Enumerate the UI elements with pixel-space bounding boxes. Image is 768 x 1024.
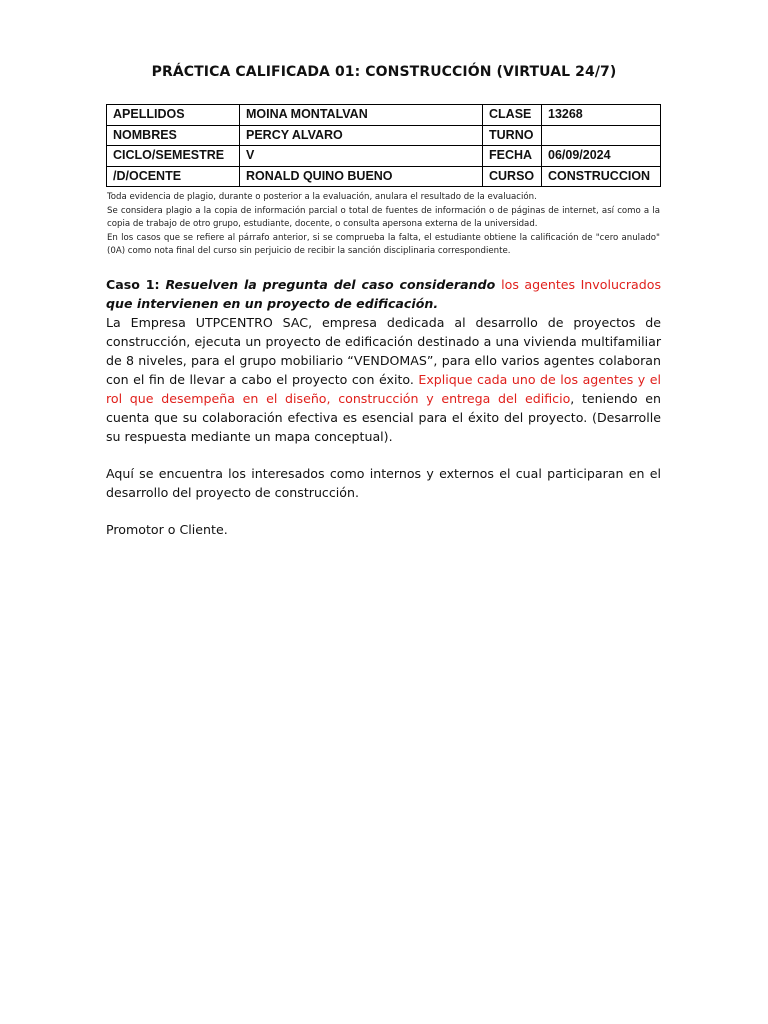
notice-line: En los casos que se refiere al párrafo anterior, si se comprueba la falta, el estudiante obtiene la calificación de "cero anulado" (0A) como nota final del curso sin perjuicio de recibir la sanción disciplinaria correspondiente.: [107, 232, 660, 257]
case-body: [106, 313, 661, 446]
label-curso: CURSO: [483, 166, 542, 187]
label-nombres: NOMBRES: [107, 125, 240, 146]
page-title: PRÁCTICA CALIFICADA 01: CONSTRUCCIÓN (VIRTUAL 24/7): [151, 64, 617, 80]
notice-line: Se considera plagio a la copia de información parcial o total de fuentes de información o de páginas de internet, así como a la copia de trabajo de otro grupo, estudiante, docente, o consulta apersona externa de la universidad.: [107, 205, 660, 230]
value-apellidos: MOINA MONTALVAN: [240, 105, 483, 126]
body-highlight: Explique cada uno de los agentes y el rol que desempeña en el diseño, construcción y entrega del edificio: [106, 372, 661, 406]
body-text-end: , teniendo en cuenta que su colaboración efectiva es esencial para el éxito del proyecto. (Desarrolle su respuesta mediante un mapa conceptual).: [106, 391, 661, 444]
plagiarism-notice: [107, 191, 660, 259]
value-clase: 13268: [542, 105, 661, 126]
answer-paragraph: Aquí se encuentra los interesados como internos y externos el cual participaran en el desarrollo del proyecto de construcción.: [106, 466, 661, 500]
table-row: [107, 166, 661, 187]
value-docente: RONALD QUINO BUENO: [240, 166, 483, 187]
table-row: [107, 105, 661, 126]
value-curso: CONSTRUCCION: [542, 166, 661, 187]
label-fecha: FECHA: [483, 146, 542, 167]
label-docente: /D/OCENTE: [107, 166, 240, 187]
label-ciclo: CICLO/SEMESTRE: [107, 146, 240, 167]
case-1-section: [106, 275, 661, 539]
question-text: Resuelven la pregunta del caso considerando: [165, 277, 502, 292]
table-row: [107, 146, 661, 167]
value-fecha: 06/09/2024: [542, 146, 661, 167]
case-question: [106, 275, 661, 313]
answer-item: Promotor o Cliente.: [106, 522, 228, 537]
value-ciclo: V: [240, 146, 483, 167]
label-clase: CLASE: [483, 105, 542, 126]
value-turno: [542, 125, 661, 146]
table-row: [107, 125, 661, 146]
case-label: Caso 1:: [106, 277, 166, 292]
notice-line: Toda evidencia de plagio, durante o posterior a la evaluación, anulara el resultado de la evaluación.: [107, 192, 537, 202]
body-text: La Empresa UTPCENTRO SAC, empresa dedicada al desarrollo de proyectos de construcción, ejecuta un proyecto de edificación destinado a una vivienda multifamiliar de 8 niveles, para el grupo mobiliario “VENDOMAS”, para ello varios agentes colaboran con el fin de llevar a cabo el proyecto con éxito.: [106, 315, 661, 387]
student-info-table: [106, 104, 661, 187]
label-apellidos: APELLIDOS: [107, 105, 240, 126]
label-turno: TURNO: [483, 125, 542, 146]
question-text-end: que intervienen en un proyecto de edificación.: [106, 296, 439, 311]
value-nombres: PERCY ALVARO: [240, 125, 483, 146]
question-highlight: los agentes Involucrados: [501, 277, 662, 292]
